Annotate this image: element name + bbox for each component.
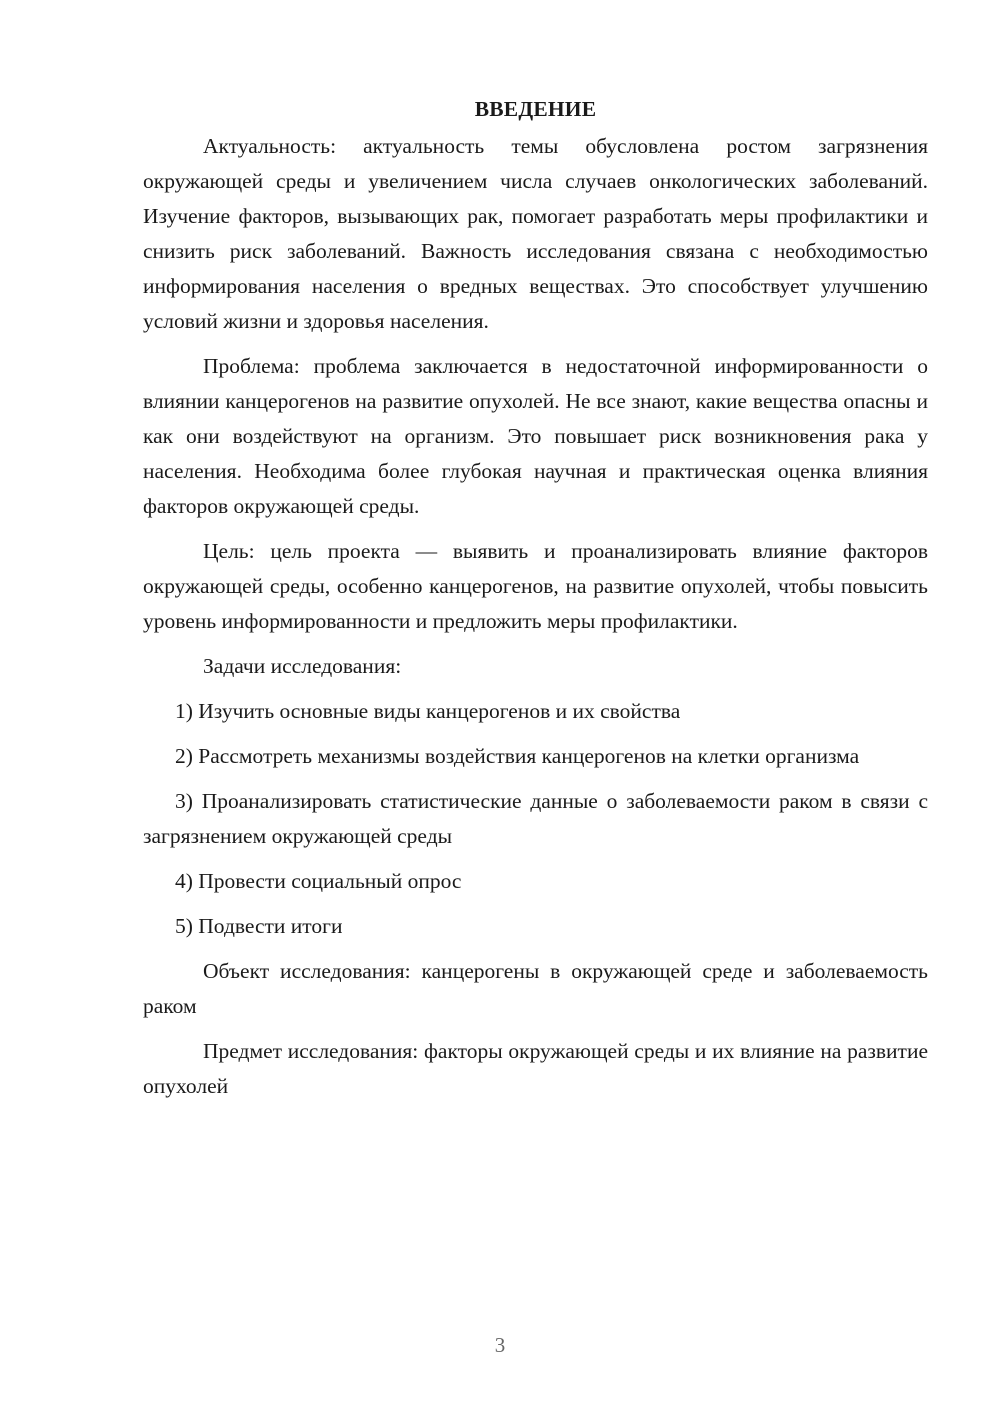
document-page bbox=[143, 92, 928, 1114]
tasks-heading: Задачи исследования: bbox=[203, 654, 402, 678]
task-item-1: 1) Изучить основные виды канцерогенов и их свойства bbox=[175, 699, 681, 723]
task-item-4: 4) Провести социальный опрос bbox=[175, 869, 462, 893]
task-item-2: 2) Рассмотреть механизмы воздействия канцерогенов на клетки организма bbox=[175, 744, 860, 768]
object-paragraph: Объект исследования: канцерогены в окружающей среде и заболеваемость раком bbox=[143, 959, 928, 1018]
section-heading: ВВЕДЕНИЕ bbox=[474, 97, 597, 121]
page-number: 3 bbox=[494, 1333, 506, 1357]
problem-paragraph: Проблема: проблема заключается в недостаточной информированности о влиянии канцерогенов на развитие опухолей. Не все знают, какие вещества опасны и как они воздействуют на организм. Это повышает риск возникновения рака у населения. Необходима более глубокая научная и практическая оценка влияния факторов окружающей среды. bbox=[143, 354, 928, 518]
subject-paragraph: Предмет исследования: факторы окружающей среды и их влияние на развитие опухолей bbox=[143, 1039, 928, 1098]
relevance-paragraph: Актуальность: актуальность темы обусловлена ростом загрязнения окружающей среды и увеличением числа случаев онкологических заболеваний. Изучение факторов, вызывающих рак, помогает разработать меры профилактики и снизить риск заболеваний. Важность исследования связана с необходимостью информирования населения о вредных веществах. Это способствует улучшению условий жизни и здоровья населения. bbox=[143, 134, 928, 333]
task-item-5: 5) Подвести итоги bbox=[175, 914, 343, 938]
goal-paragraph: Цель: цель проекта — выявить и проанализировать влияние факторов окружающей среды, особенно канцерогенов, на развитие опухолей, чтобы повысить уровень информированности и предложить меры профилактики. bbox=[143, 539, 928, 633]
task-item-3: 3) Проанализировать статистические данные о заболеваемости раком в связи с загрязнением окружающей среды bbox=[143, 789, 928, 848]
